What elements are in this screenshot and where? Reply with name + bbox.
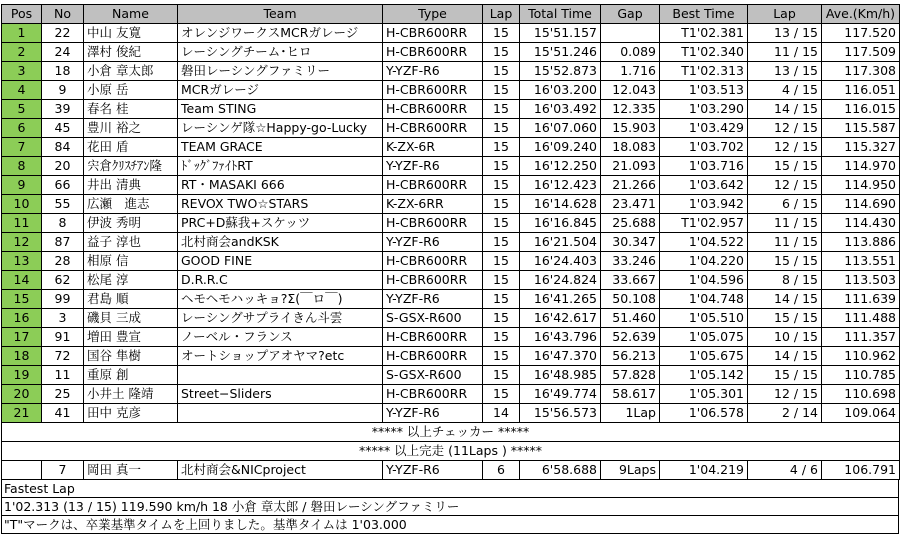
cell-no: 8 <box>42 214 84 233</box>
cell-gap: 23.471 <box>601 195 660 214</box>
cell-team: Street−Sliders <box>178 385 383 404</box>
table-row <box>2 309 900 328</box>
table-row <box>2 81 900 100</box>
cell-average-speed: 110.698 <box>822 385 900 404</box>
cell-team: ヘモヘモハッキョ?Σ(￣ロ￣) <box>178 290 383 309</box>
cell-gap: 33.246 <box>601 252 660 271</box>
cell-name: 小井土 隆靖 <box>84 385 178 404</box>
cell-team: PRC+D蘇我+スケッツ <box>178 214 383 233</box>
cell-best-lap: 14 / 15 <box>748 347 822 366</box>
cell-best-time: 1'05.075 <box>660 328 748 347</box>
cell-pos: 21 <box>2 404 42 423</box>
cell-no: 99 <box>42 290 84 309</box>
table-row <box>2 119 900 138</box>
cell-type: Y-YZF-R6 <box>383 404 483 423</box>
note-text: "T"マークは、卒業基準タイムを上回りました。基準タイムは 1'03.000 <box>1 516 899 534</box>
cell-type: H-CBR600RR <box>383 385 483 404</box>
cell-lap: 15 <box>483 252 520 271</box>
cell-pos: 20 <box>2 385 42 404</box>
cell-best-lap: 14 / 15 <box>748 290 822 309</box>
cell-average-speed: 114.690 <box>822 195 900 214</box>
cell-total-time: 16'14.628 <box>520 195 601 214</box>
cell-total-time: 15'51.157 <box>520 24 601 43</box>
cell-team: ﾄﾞｯｸﾞﾌｧｲﾄRT <box>178 157 383 176</box>
cell-team: D.R.R.C <box>178 271 383 290</box>
cell-best-lap: 12 / 15 <box>748 176 822 195</box>
cell-lap: 15 <box>483 138 520 157</box>
cell-no: 3 <box>42 309 84 328</box>
cell-team: GOOD FINE <box>178 252 383 271</box>
cell-total-time: 16'42.617 <box>520 309 601 328</box>
cell-name: 重原 創 <box>84 366 178 385</box>
cell-team: レーシンゲ隊☆Happy-go-Lucky <box>178 119 383 138</box>
cell-type: K-ZX-6RR <box>383 195 483 214</box>
cell-name: 豊川 裕之 <box>84 119 178 138</box>
table-row <box>2 328 900 347</box>
cell-lap: 15 <box>483 100 520 119</box>
cell-average-speed: 116.051 <box>822 81 900 100</box>
cell-average-speed: 114.430 <box>822 214 900 233</box>
cell-total-time: 16'03.200 <box>520 81 601 100</box>
cell-type: H-CBR600RR <box>383 214 483 233</box>
col-average-speed: Ave.(Km/h) <box>822 5 900 24</box>
cell-lap: 15 <box>483 347 520 366</box>
col-name: Name <box>84 5 178 24</box>
cell-average-speed: 111.357 <box>822 328 900 347</box>
cell-average-speed: 110.785 <box>822 366 900 385</box>
cell-best-time: 1'05.142 <box>660 366 748 385</box>
cell-best-lap: 15 / 15 <box>748 309 822 328</box>
cell-no: 9 <box>42 81 84 100</box>
table-row <box>2 43 900 62</box>
cell-name: 相原 信 <box>84 252 178 271</box>
cell-best-lap: 4 / 15 <box>748 81 822 100</box>
cell-no: 18 <box>42 62 84 81</box>
table-row <box>2 252 900 271</box>
cell-pos: 14 <box>2 271 42 290</box>
cell-total-time: 16'12.250 <box>520 157 601 176</box>
cell-lap: 14 <box>483 404 520 423</box>
cell-name: 伊波 秀明 <box>84 214 178 233</box>
cell-best-time: 1'03.642 <box>660 176 748 195</box>
cell-pos: 12 <box>2 233 42 252</box>
cell-lap: 15 <box>483 309 520 328</box>
cell-type: S-GSX-R600 <box>383 366 483 385</box>
cell-type: Y-YZF-R6 <box>383 461 483 480</box>
cell-lap: 15 <box>483 24 520 43</box>
table-row <box>2 138 900 157</box>
fastest-lap-text: 1'02.313 (13 / 15) 119.590 km/h 18 小倉 章太郎 / 磐田レーシングファミリー <box>1 498 899 516</box>
cell-pos: 13 <box>2 252 42 271</box>
cell-team: 北村商会&NICproject <box>178 461 383 480</box>
cell-lap: 15 <box>483 81 520 100</box>
cell-pos: 19 <box>2 366 42 385</box>
cell-gap: 18.083 <box>601 138 660 157</box>
cell-name: 小原 岳 <box>84 81 178 100</box>
cell-best-time: 1'03.290 <box>660 100 748 119</box>
cell-name: 澤村 俊紀 <box>84 43 178 62</box>
cell-best-lap: 15 / 15 <box>748 252 822 271</box>
table-row <box>2 62 900 81</box>
cell-type: H-CBR600RR <box>383 271 483 290</box>
cell-lap: 15 <box>483 328 520 347</box>
cell-best-lap: 12 / 15 <box>748 385 822 404</box>
table-row <box>2 195 900 214</box>
cell-no: 72 <box>42 347 84 366</box>
cell-lap: 15 <box>483 157 520 176</box>
cell-pos: 7 <box>2 138 42 157</box>
cell-team: 磐田レーシングファミリー <box>178 62 383 81</box>
cell-best-lap: 8 / 15 <box>748 271 822 290</box>
result-rows <box>2 24 900 423</box>
cell-best-time: 1'05.301 <box>660 385 748 404</box>
col-gap: Gap <box>601 5 660 24</box>
cell-team: レーシングサプライきん斗雲 <box>178 309 383 328</box>
col-team: Team <box>178 5 383 24</box>
col-type: Type <box>383 5 483 24</box>
cell-best-lap: 11 / 15 <box>748 43 822 62</box>
cell-gap: 12.043 <box>601 81 660 100</box>
cell-type: K-ZX-6R <box>383 138 483 157</box>
cell-average-speed: 115.587 <box>822 119 900 138</box>
cell-total-time: 16'47.370 <box>520 347 601 366</box>
cell-name: 田中 克彦 <box>84 404 178 423</box>
cell-gap: 50.108 <box>601 290 660 309</box>
cell-name: 益子 淳也 <box>84 233 178 252</box>
cell-team: オレンジワークスMCRガレージ <box>178 24 383 43</box>
cell-best-time: 1'05.510 <box>660 309 748 328</box>
cell-pos: 8 <box>2 157 42 176</box>
cell-gap: 15.903 <box>601 119 660 138</box>
checker-line: ***** 以上チェッカー ***** <box>2 423 900 442</box>
cell-type: Y-YZF-R6 <box>383 62 483 81</box>
cell-best-lap: 12 / 15 <box>748 138 822 157</box>
cell-best-time: 1'04.220 <box>660 252 748 271</box>
col-total-time: Total Time <box>520 5 601 24</box>
cell-best-time: 1'06.578 <box>660 404 748 423</box>
col-lap: Lap <box>483 5 520 24</box>
cell-best-time: T1'02.313 <box>660 62 748 81</box>
cell-pos: 11 <box>2 214 42 233</box>
cell-team <box>178 366 383 385</box>
cell-total-time: 15'51.246 <box>520 43 601 62</box>
cell-team: MCRガレージ <box>178 81 383 100</box>
table-row <box>2 290 900 309</box>
cell-lap: 15 <box>483 290 520 309</box>
cell-best-time: 1'04.748 <box>660 290 748 309</box>
cell-average-speed: 114.970 <box>822 157 900 176</box>
cell-average-speed: 116.015 <box>822 100 900 119</box>
table-row <box>2 176 900 195</box>
cell-no: 91 <box>42 328 84 347</box>
col-best-time: Best Time <box>660 5 748 24</box>
cell-type: H-CBR600RR <box>383 100 483 119</box>
cell-total-time: 16'24.824 <box>520 271 601 290</box>
table-row <box>2 347 900 366</box>
cell-no: 39 <box>42 100 84 119</box>
table-row <box>2 271 900 290</box>
results-sheet <box>1 4 899 534</box>
cell-average-speed: 117.509 <box>822 43 900 62</box>
table-row-non-classified <box>2 461 900 480</box>
cell-total-time: 16'12.423 <box>520 176 601 195</box>
cell-best-time: 1'03.513 <box>660 81 748 100</box>
col-no: No <box>42 5 84 24</box>
cell-pos: 17 <box>2 328 42 347</box>
cell-total-time: 16'41.265 <box>520 290 601 309</box>
cell-best-lap: 13 / 15 <box>748 62 822 81</box>
cell-best-time: 1'05.675 <box>660 347 748 366</box>
cell-total-time: 16'43.796 <box>520 328 601 347</box>
cell-type: H-CBR600RR <box>383 252 483 271</box>
table-row <box>2 233 900 252</box>
finish-row <box>2 442 900 461</box>
cell-team: Team STING <box>178 100 383 119</box>
cell-gap: 52.639 <box>601 328 660 347</box>
cell-no: 7 <box>42 461 84 480</box>
cell-no: 66 <box>42 176 84 195</box>
cell-average-speed: 110.962 <box>822 347 900 366</box>
cell-team: TEAM GRACE <box>178 138 383 157</box>
cell-lap: 15 <box>483 195 520 214</box>
cell-name: 小倉 章太郎 <box>84 62 178 81</box>
cell-type: H-CBR600RR <box>383 328 483 347</box>
finish-line: ***** 以上完走 (11Laps ) ***** <box>2 442 900 461</box>
cell-pos: 1 <box>2 24 42 43</box>
cell-best-time: 1'03.942 <box>660 195 748 214</box>
cell-pos: 4 <box>2 81 42 100</box>
cell-best-lap: 4 / 6 <box>748 461 822 480</box>
cell-best-lap: 2 / 14 <box>748 404 822 423</box>
cell-pos: 5 <box>2 100 42 119</box>
cell-best-lap: 14 / 15 <box>748 100 822 119</box>
col-best-lap: Lap <box>748 5 822 24</box>
cell-best-time: 1'04.219 <box>660 461 748 480</box>
cell-gap: 51.460 <box>601 309 660 328</box>
cell-lap: 15 <box>483 43 520 62</box>
cell-no: 87 <box>42 233 84 252</box>
cell-total-time: 16'16.845 <box>520 214 601 233</box>
cell-no: 41 <box>42 404 84 423</box>
cell-best-lap: 6 / 15 <box>748 195 822 214</box>
cell-pos: 10 <box>2 195 42 214</box>
header-row <box>2 5 900 24</box>
cell-lap: 15 <box>483 62 520 81</box>
cell-type: H-CBR600RR <box>383 24 483 43</box>
cell-team: オートショップアオヤマ?etc <box>178 347 383 366</box>
cell-lap: 15 <box>483 176 520 195</box>
fastest-lap-label: Fastest Lap <box>1 480 899 498</box>
cell-name: 国谷 隼樹 <box>84 347 178 366</box>
cell-best-time: 1'04.522 <box>660 233 748 252</box>
cell-team: REVOX TWO☆STARS <box>178 195 383 214</box>
cell-no: 24 <box>42 43 84 62</box>
cell-no: 45 <box>42 119 84 138</box>
cell-name: 増田 豊宣 <box>84 328 178 347</box>
cell-team: 北村商会andKSK <box>178 233 383 252</box>
cell-best-time: 1'03.716 <box>660 157 748 176</box>
cell-best-time: T1'02.381 <box>660 24 748 43</box>
cell-name: 井出 清典 <box>84 176 178 195</box>
cell-gap: 12.335 <box>601 100 660 119</box>
cell-type: H-CBR600RR <box>383 81 483 100</box>
cell-gap: 25.688 <box>601 214 660 233</box>
cell-total-time: 16'48.985 <box>520 366 601 385</box>
table-row <box>2 404 900 423</box>
cell-best-time: 1'03.702 <box>660 138 748 157</box>
cell-average-speed: 111.639 <box>822 290 900 309</box>
cell-type: S-GSX-R600 <box>383 309 483 328</box>
cell-gap: 58.617 <box>601 385 660 404</box>
cell-team: ノーベル・フランス <box>178 328 383 347</box>
cell-type: Y-YZF-R6 <box>383 233 483 252</box>
cell-best-time: 1'04.596 <box>660 271 748 290</box>
cell-no: 62 <box>42 271 84 290</box>
cell-total-time: 16'24.403 <box>520 252 601 271</box>
cell-best-lap: 15 / 15 <box>748 366 822 385</box>
cell-pos: 2 <box>2 43 42 62</box>
cell-lap: 15 <box>483 119 520 138</box>
cell-total-time: 6'58.688 <box>520 461 601 480</box>
cell-no: 20 <box>42 157 84 176</box>
cell-average-speed: 109.064 <box>822 404 900 423</box>
cell-lap: 15 <box>483 271 520 290</box>
cell-best-time: 1'03.429 <box>660 119 748 138</box>
cell-total-time: 16'07.060 <box>520 119 601 138</box>
cell-name: 中山 友寛 <box>84 24 178 43</box>
table-row <box>2 100 900 119</box>
cell-total-time: 15'56.573 <box>520 404 601 423</box>
table-row <box>2 214 900 233</box>
cell-gap: 9Laps <box>601 461 660 480</box>
cell-gap: 1.716 <box>601 62 660 81</box>
cell-no: 84 <box>42 138 84 157</box>
cell-type: Y-YZF-R6 <box>383 157 483 176</box>
cell-gap: 30.347 <box>601 233 660 252</box>
cell-total-time: 15'52.873 <box>520 62 601 81</box>
cell-best-lap: 12 / 15 <box>748 119 822 138</box>
cell-gap: 33.667 <box>601 271 660 290</box>
cell-gap: 57.828 <box>601 366 660 385</box>
cell-total-time: 16'09.240 <box>520 138 601 157</box>
cell-lap: 15 <box>483 385 520 404</box>
cell-average-speed: 106.791 <box>822 461 900 480</box>
cell-team: RT・MASAKI 666 <box>178 176 383 195</box>
cell-pos: 3 <box>2 62 42 81</box>
cell-pos: 6 <box>2 119 42 138</box>
results-table <box>1 4 900 480</box>
cell-best-lap: 10 / 15 <box>748 328 822 347</box>
cell-name: 磯貝 三成 <box>84 309 178 328</box>
cell-gap: 56.213 <box>601 347 660 366</box>
cell-pos: 9 <box>2 176 42 195</box>
cell-average-speed: 111.488 <box>822 309 900 328</box>
cell-gap: 21.266 <box>601 176 660 195</box>
table-row <box>2 385 900 404</box>
cell-average-speed: 113.551 <box>822 252 900 271</box>
cell-gap: 1Lap <box>601 404 660 423</box>
cell-best-lap: 11 / 15 <box>748 214 822 233</box>
cell-name: 君島 順 <box>84 290 178 309</box>
cell-best-lap: 13 / 15 <box>748 24 822 43</box>
cell-no: 22 <box>42 24 84 43</box>
cell-best-time: T1'02.340 <box>660 43 748 62</box>
cell-lap: 15 <box>483 214 520 233</box>
cell-total-time: 16'21.504 <box>520 233 601 252</box>
cell-gap: 21.093 <box>601 157 660 176</box>
cell-no: 25 <box>42 385 84 404</box>
cell-name: 広瀬 進志 <box>84 195 178 214</box>
cell-name: 松尾 淳 <box>84 271 178 290</box>
cell-type: H-CBR600RR <box>383 176 483 195</box>
cell-team: レーシングチーム･ヒロ <box>178 43 383 62</box>
cell-type: H-CBR600RR <box>383 43 483 62</box>
cell-lap: 15 <box>483 233 520 252</box>
cell-pos <box>2 461 42 480</box>
cell-best-time: T1'02.957 <box>660 214 748 233</box>
cell-type: Y-YZF-R6 <box>383 290 483 309</box>
cell-pos: 16 <box>2 309 42 328</box>
cell-gap <box>601 24 660 43</box>
cell-average-speed: 113.886 <box>822 233 900 252</box>
table-row <box>2 24 900 43</box>
col-pos: Pos <box>2 5 42 24</box>
cell-pos: 15 <box>2 290 42 309</box>
cell-best-lap: 15 / 15 <box>748 157 822 176</box>
cell-average-speed: 115.327 <box>822 138 900 157</box>
cell-best-lap: 11 / 15 <box>748 233 822 252</box>
cell-average-speed: 117.308 <box>822 62 900 81</box>
cell-name: 花田 盾 <box>84 138 178 157</box>
cell-name: 春名 桂 <box>84 100 178 119</box>
cell-no: 11 <box>42 366 84 385</box>
table-row <box>2 157 900 176</box>
cell-total-time: 16'49.774 <box>520 385 601 404</box>
cell-no: 28 <box>42 252 84 271</box>
cell-lap: 15 <box>483 366 520 385</box>
cell-lap: 6 <box>483 461 520 480</box>
cell-total-time: 16'03.492 <box>520 100 601 119</box>
cell-average-speed: 113.503 <box>822 271 900 290</box>
cell-team <box>178 404 383 423</box>
cell-type: H-CBR600RR <box>383 347 483 366</box>
cell-average-speed: 117.520 <box>822 24 900 43</box>
cell-no: 55 <box>42 195 84 214</box>
cell-name: 宍倉ｸﾘｽﾁｱﾝ隆 <box>84 157 178 176</box>
cell-gap: 0.089 <box>601 43 660 62</box>
cell-type: H-CBR600RR <box>383 119 483 138</box>
cell-name: 岡田 真一 <box>84 461 178 480</box>
table-row <box>2 366 900 385</box>
checker-row <box>2 423 900 442</box>
cell-pos: 18 <box>2 347 42 366</box>
cell-average-speed: 114.950 <box>822 176 900 195</box>
